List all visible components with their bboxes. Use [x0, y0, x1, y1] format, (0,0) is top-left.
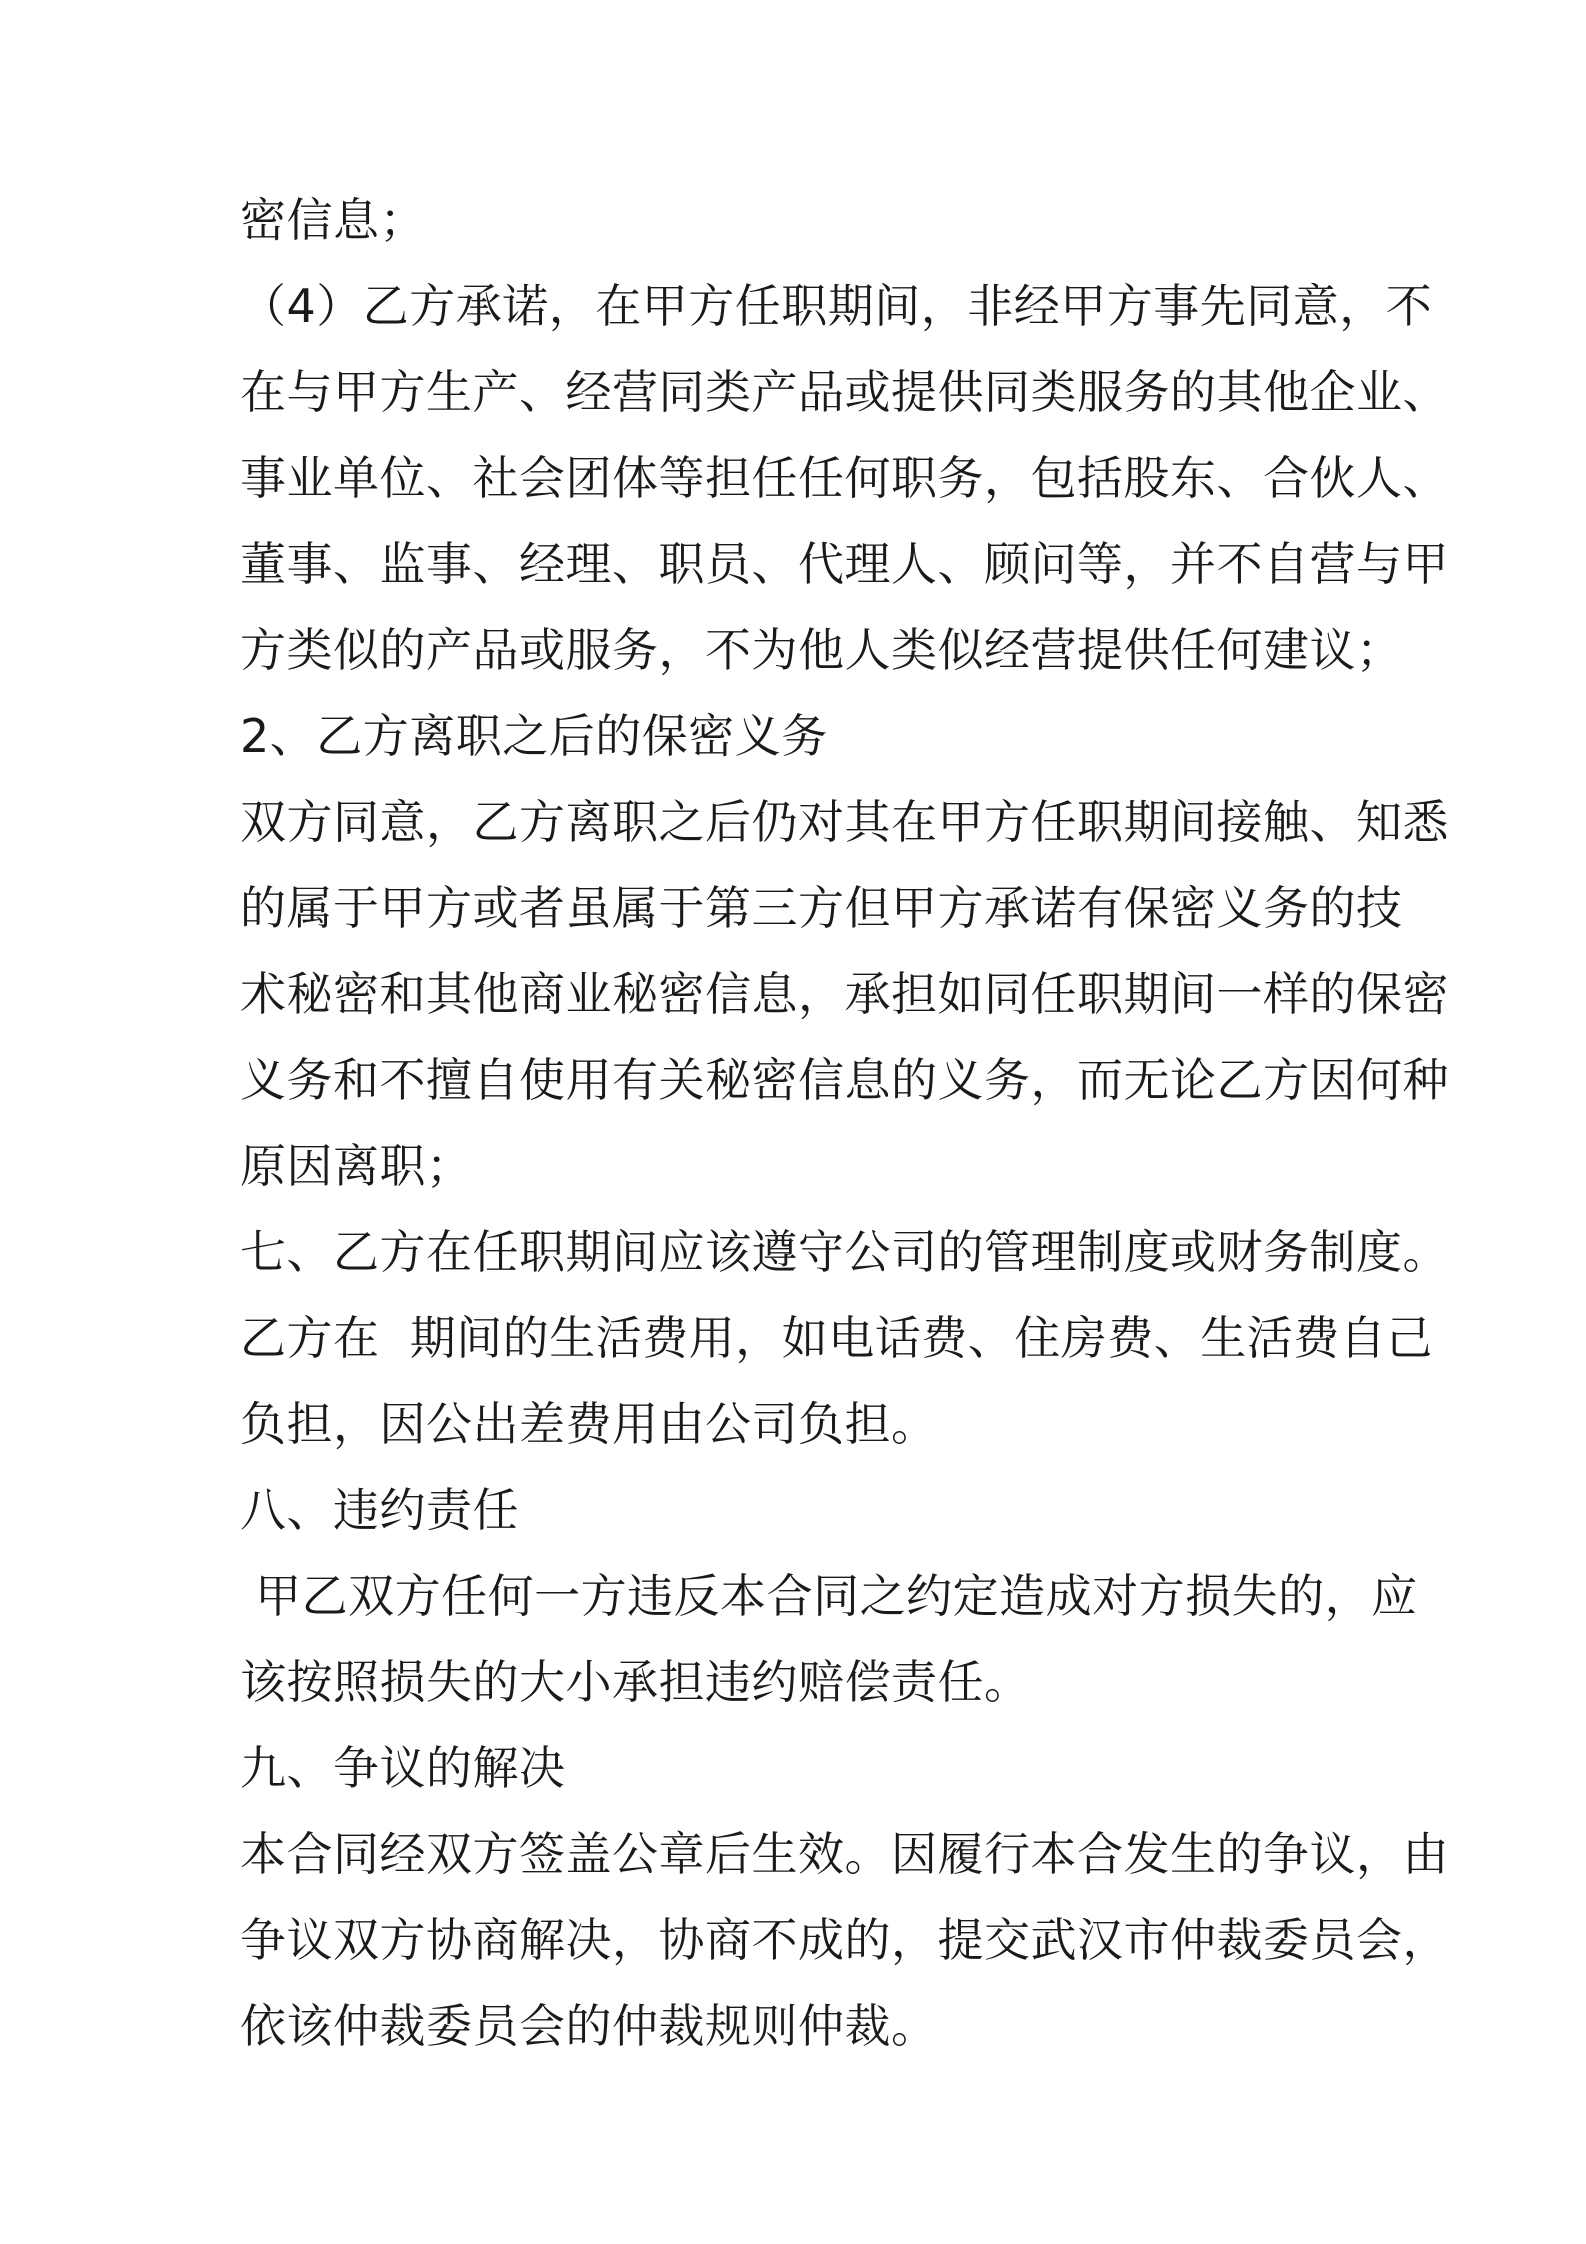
- text-line: 甲乙双方任何一方违反本合同之约定造成对方损失的，应: [240, 1569, 1418, 1623]
- text-line: 依该仲裁委员会的仲裁规则仲裁。: [240, 1999, 938, 2053]
- text-line: 该按照损失的大小承担违约赔偿责任。: [240, 1655, 1031, 1709]
- section-heading: 九、争议的解决: [240, 1741, 566, 1795]
- text-line: 负担，因公出差费用由公司负担。: [240, 1397, 938, 1451]
- section-heading: 八、违约责任: [240, 1483, 519, 1537]
- text-line: （4）乙方承诺，在甲方任职期间，非经甲方事先同意，不: [240, 279, 1433, 333]
- text-line: 密信息；: [240, 193, 426, 247]
- text-line: 在与甲方生产、经营同类产品或提供同类服务的其他企业、: [240, 365, 1449, 419]
- text-line: 乙方在 期间的生活费用，如电话费、住房费、生活费自己: [240, 1311, 1433, 1365]
- text-line: 方类似的产品或服务，不为他人类似经营提供任何建议；: [240, 623, 1403, 677]
- text-line: 术秘密和其他商业秘密信息，承担如同任职期间一样的保密: [240, 967, 1449, 1021]
- text-line: 争议双方协商解决，协商不成的，提交武汉市仲裁委员会，: [240, 1913, 1449, 1967]
- text-line: 原因离职；: [240, 1139, 473, 1193]
- text-line: 义务和不擅自使用有关秘密信息的义务，而无论乙方因何种: [240, 1053, 1449, 1107]
- text-line: 的属于甲方或者虽属于第三方但甲方承诺有保密义务的技: [240, 881, 1403, 935]
- text-line: 双方同意，乙方离职之后仍对其在甲方任职期间接触、知悉: [240, 795, 1449, 849]
- text-line: 董事、监事、经理、职员、代理人、顾问等，并不自营与甲: [240, 537, 1449, 591]
- text-line: 本合同经双方签盖公章后生效。因履行本合发生的争议，由: [240, 1827, 1449, 1881]
- section-heading: 七、乙方在任职期间应该遵守公司的管理制度或财务制度。: [240, 1225, 1449, 1279]
- text-line: 事业单位、社会团体等担任任何职务，包括股东、合伙人、: [240, 451, 1449, 505]
- section-heading: 2、乙方离职之后的保密义务: [240, 709, 828, 763]
